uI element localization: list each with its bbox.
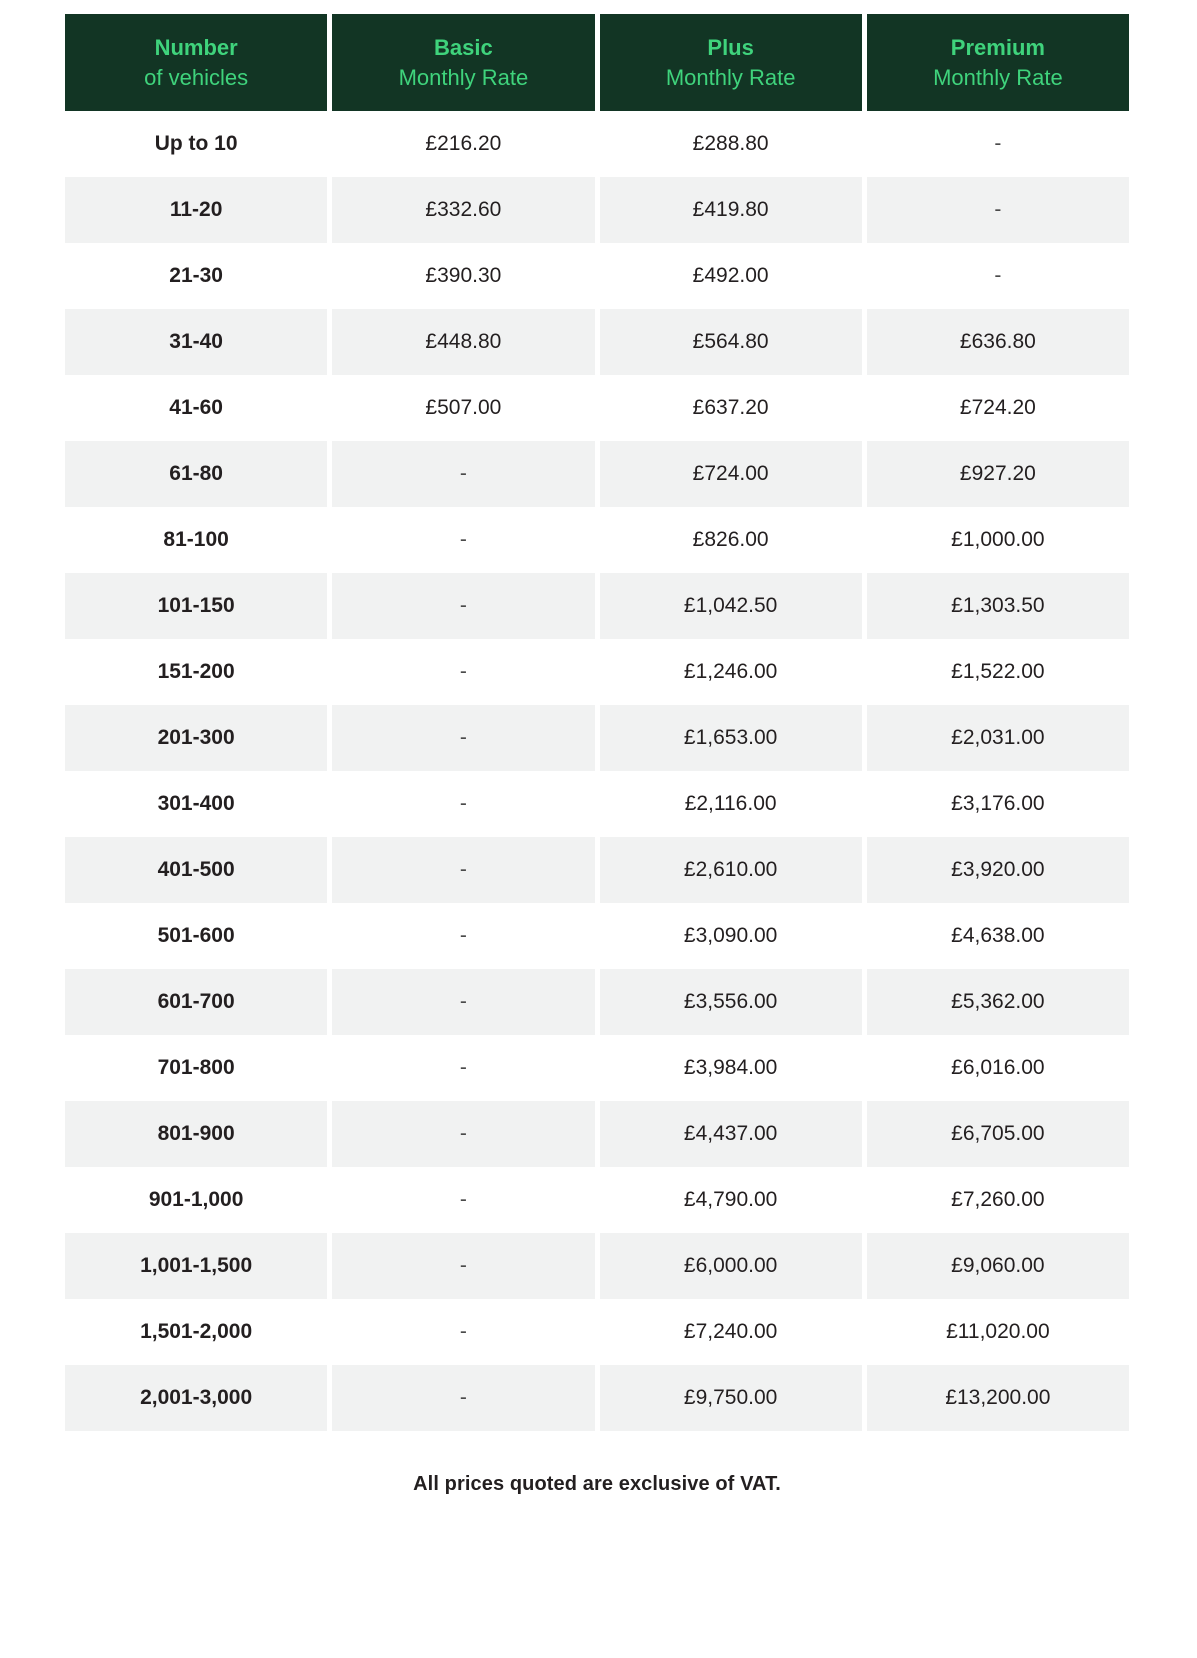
table-row (65, 639, 1129, 705)
cell-premium-monthly-rate: £11,020.00 (867, 1299, 1129, 1365)
cell-plus-monthly-rate: £637.20 (600, 375, 862, 441)
table-row (65, 111, 1129, 177)
table-header-row (65, 14, 1129, 111)
table-row (65, 507, 1129, 573)
cell-number-of-vehicles: 1,001-1,500 (65, 1233, 327, 1299)
cell-plus-monthly-rate: £419.80 (600, 177, 862, 243)
column-header-subtitle: Monthly Rate (933, 64, 1063, 90)
cell-number-of-vehicles: 61-80 (65, 441, 327, 507)
cell-basic-monthly-rate: £507.00 (332, 375, 594, 441)
cell-premium-monthly-rate: £6,016.00 (867, 1035, 1129, 1101)
cell-plus-monthly-rate: £2,116.00 (600, 771, 862, 837)
column-header-title: Number (154, 35, 238, 61)
cell-number-of-vehicles: 31-40 (65, 309, 327, 375)
cell-basic-monthly-rate: - (332, 903, 594, 969)
cell-plus-monthly-rate: £492.00 (600, 243, 862, 309)
cell-premium-monthly-rate: - (867, 111, 1129, 177)
cell-number-of-vehicles: Up to 10 (65, 111, 327, 177)
cell-premium-monthly-rate: £9,060.00 (867, 1233, 1129, 1299)
cell-basic-monthly-rate: - (332, 1299, 594, 1365)
cell-plus-monthly-rate: £2,610.00 (600, 837, 862, 903)
cell-number-of-vehicles: 701-800 (65, 1035, 327, 1101)
table-row (65, 1233, 1129, 1299)
cell-basic-monthly-rate: - (332, 1101, 594, 1167)
cell-basic-monthly-rate: - (332, 639, 594, 705)
cell-number-of-vehicles: 301-400 (65, 771, 327, 837)
vehicle-pricing-table (60, 14, 1134, 1431)
cell-number-of-vehicles: 2,001-3,000 (65, 1365, 327, 1431)
column-header-title: Basic (434, 35, 493, 61)
table-row (65, 177, 1129, 243)
cell-basic-monthly-rate: - (332, 1167, 594, 1233)
cell-premium-monthly-rate: £2,031.00 (867, 705, 1129, 771)
table-row (65, 243, 1129, 309)
cell-plus-monthly-rate: £564.80 (600, 309, 862, 375)
table-row (65, 1101, 1129, 1167)
cell-number-of-vehicles: 101-150 (65, 573, 327, 639)
cell-plus-monthly-rate: £9,750.00 (600, 1365, 862, 1431)
table-row (65, 771, 1129, 837)
cell-premium-monthly-rate: £636.80 (867, 309, 1129, 375)
cell-plus-monthly-rate: £4,790.00 (600, 1167, 862, 1233)
table-body (65, 111, 1129, 1431)
table-row (65, 969, 1129, 1035)
table-row (65, 1035, 1129, 1101)
cell-basic-monthly-rate: - (332, 1233, 594, 1299)
cell-basic-monthly-rate: - (332, 969, 594, 1035)
cell-premium-monthly-rate: - (867, 177, 1129, 243)
cell-number-of-vehicles: 151-200 (65, 639, 327, 705)
cell-basic-monthly-rate: £448.80 (332, 309, 594, 375)
column-header-subtitle: Monthly Rate (665, 64, 796, 90)
cell-basic-monthly-rate: - (332, 441, 594, 507)
cell-basic-monthly-rate: - (332, 1365, 594, 1431)
cell-premium-monthly-rate: £7,260.00 (867, 1167, 1129, 1233)
cell-plus-monthly-rate: £3,090.00 (600, 903, 862, 969)
cell-number-of-vehicles: 11-20 (65, 177, 327, 243)
cell-plus-monthly-rate: £7,240.00 (600, 1299, 862, 1365)
column-header-number-of-vehicles (65, 14, 327, 111)
column-header-subtitle: Monthly Rate (398, 64, 529, 90)
table-row (65, 573, 1129, 639)
cell-basic-monthly-rate: £332.60 (332, 177, 594, 243)
cell-premium-monthly-rate: £4,638.00 (867, 903, 1129, 969)
cell-premium-monthly-rate: £1,303.50 (867, 573, 1129, 639)
vat-note: All prices quoted are exclusive of VAT. (413, 1473, 781, 1495)
column-header-subtitle: of vehicles (144, 64, 249, 90)
table-row (65, 1299, 1129, 1365)
cell-basic-monthly-rate: - (332, 837, 594, 903)
cell-basic-monthly-rate: - (332, 507, 594, 573)
cell-premium-monthly-rate: £13,200.00 (867, 1365, 1129, 1431)
cell-plus-monthly-rate: £288.80 (600, 111, 862, 177)
cell-premium-monthly-rate: - (867, 243, 1129, 309)
cell-basic-monthly-rate: - (332, 573, 594, 639)
table-row (65, 705, 1129, 771)
column-header-premium-monthly-rate (867, 14, 1129, 111)
table-row (65, 441, 1129, 507)
table-row (65, 1167, 1129, 1233)
cell-number-of-vehicles: 201-300 (65, 705, 327, 771)
cell-premium-monthly-rate: £724.20 (867, 375, 1129, 441)
cell-premium-monthly-rate: £6,705.00 (867, 1101, 1129, 1167)
cell-basic-monthly-rate: - (332, 771, 594, 837)
cell-premium-monthly-rate: £3,176.00 (867, 771, 1129, 837)
table-row (65, 1365, 1129, 1431)
cell-number-of-vehicles: 501-600 (65, 903, 327, 969)
cell-number-of-vehicles: 401-500 (65, 837, 327, 903)
cell-plus-monthly-rate: £6,000.00 (600, 1233, 862, 1299)
cell-plus-monthly-rate: £826.00 (600, 507, 862, 573)
cell-plus-monthly-rate: £1,042.50 (600, 573, 862, 639)
table-row (65, 903, 1129, 969)
cell-number-of-vehicles: 1,501-2,000 (65, 1299, 327, 1365)
cell-number-of-vehicles: 21-30 (65, 243, 327, 309)
cell-premium-monthly-rate: £1,522.00 (867, 639, 1129, 705)
cell-plus-monthly-rate: £3,556.00 (600, 969, 862, 1035)
table-row (65, 309, 1129, 375)
cell-plus-monthly-rate: £724.00 (600, 441, 862, 507)
column-header-plus-monthly-rate (600, 14, 862, 111)
cell-premium-monthly-rate: £3,920.00 (867, 837, 1129, 903)
cell-number-of-vehicles: 41-60 (65, 375, 327, 441)
table-row (65, 837, 1129, 903)
cell-premium-monthly-rate: £1,000.00 (867, 507, 1129, 573)
column-header-basic-monthly-rate (332, 14, 594, 111)
cell-number-of-vehicles: 901-1,000 (65, 1167, 327, 1233)
cell-plus-monthly-rate: £3,984.00 (600, 1035, 862, 1101)
table-header (65, 14, 1129, 111)
cell-basic-monthly-rate: £216.20 (332, 111, 594, 177)
column-header-title: Premium (950, 35, 1045, 61)
cell-premium-monthly-rate: £927.20 (867, 441, 1129, 507)
cell-basic-monthly-rate: £390.30 (332, 243, 594, 309)
cell-premium-monthly-rate: £5,362.00 (867, 969, 1129, 1035)
table-row (65, 375, 1129, 441)
cell-number-of-vehicles: 81-100 (65, 507, 327, 573)
cell-number-of-vehicles: 801-900 (65, 1101, 327, 1167)
cell-basic-monthly-rate: - (332, 705, 594, 771)
cell-plus-monthly-rate: £1,653.00 (600, 705, 862, 771)
cell-number-of-vehicles: 601-700 (65, 969, 327, 1035)
cell-basic-monthly-rate: - (332, 1035, 594, 1101)
cell-plus-monthly-rate: £1,246.00 (600, 639, 862, 705)
column-header-title: Plus (707, 35, 754, 61)
cell-plus-monthly-rate: £4,437.00 (600, 1101, 862, 1167)
